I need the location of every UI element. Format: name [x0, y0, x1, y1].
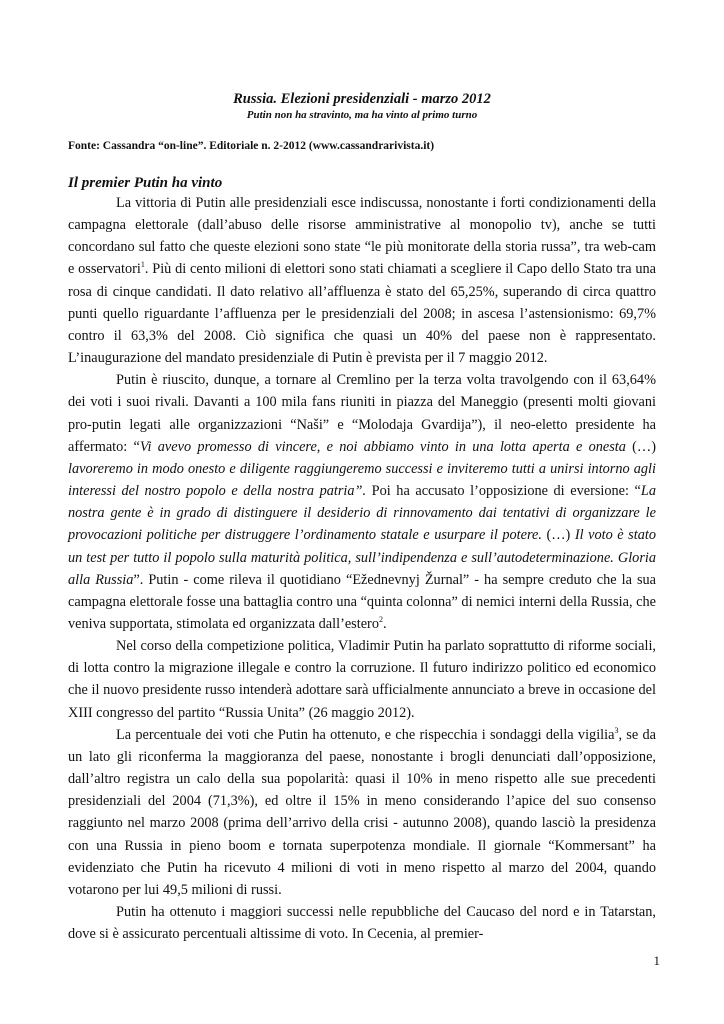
- paragraph-text: .: [382, 615, 387, 632]
- paragraph-text: Putin ha ottenuto i maggiori successi nelle repubbliche del Caucaso del nord e in Tatarstan, dove si è assicurato percentuali altissime di voto. In Cecenia, al premier-: [68, 904, 656, 943]
- document-title: Russia. Elezioni presidenziali - marzo 2012: [233, 91, 491, 107]
- paragraph-text: La vittoria di Putin alle presidenziali esce indiscussa, nonostante i forti condizionamenti della campagna elettorale (dall’abuso delle risorse amministrative al monopolio tv), anche se tutti concordano sul fatto che queste elezioni sono state “le più monitorate della storia russa”, tra web-cam e osservatori: [68, 195, 656, 278]
- footnote-ref-2: 2: [378, 615, 383, 625]
- paragraph-text: (…): [625, 438, 656, 455]
- footnote-ref-1: 1: [140, 260, 145, 270]
- paragraph-text: ”. Putin - come rileva il quotidiano “Ežednevnyj Žurnal” - ha sempre creduto che la sua campagna elettorale fosse una battaglia contro una “quinta colonna” di nemici interni della Russia, che veniva supportata, stimolata ed organizzata dall’estero: [68, 571, 656, 632]
- document-subtitle: Putin non ha stravinto, ma ha vinto al primo turno: [246, 109, 478, 121]
- quote-text: Vi avevo promesso di vincere, e noi abbiamo vinto in una lotta aperta e onesta: [139, 438, 626, 455]
- paragraph-text: La percentuale dei voti che Putin ha ottenuto, e che rispecchia i sondaggi della vigilia: [116, 726, 615, 743]
- paragraph-text: Nel corso della competizione politica, Vladimir Putin ha parlato soprattutto di riforme sociali, di lotta contro la migrazione illegale e contro la corruzione. Il futuro indirizzo politico ed economico che il nuovo presidente russo intenderà adottare sarà ufficialmente annunciato a breve in occasione del XIII congresso del partito “Russia Unita” (26 maggio 2012).: [68, 638, 656, 721]
- paragraph-2: [68, 369, 656, 635]
- source-line: Fonte: Cassandra “on-line”. Editoriale n. 2-2012 (www.cassandrarivista.it): [68, 140, 435, 152]
- article-body: [68, 192, 656, 945]
- quote-text: Il voto è stato un test per tutto il popolo sulla maturità politica, sull’indipendenza e sull’autodeterminazione. Gloria alla Russia: [68, 527, 656, 588]
- footnote-ref-3: 3: [614, 725, 619, 735]
- paragraph-text: Putin è riuscito, dunque, a tornare al Cremlino per la terza volta travolgendo con il 63,64% dei voti i suoi rivali. Davanti a 100 mila fans riuniti in piazza del Maneggio (presenti molti giovani pro-putin legati alle organizzazioni “Naši” e “Molodaja Gvardija”), il neo-eletto presidente ha affermato: “: [68, 372, 656, 455]
- section-heading: Il premier Putin ha vinto: [68, 175, 223, 191]
- quote-text: La nostra gente è in grado di distinguere il desiderio di rinnovamento dai tentativi di organizzare le provocazioni politiche per distruggere l’ordinamento statale e usurpare il potere.: [68, 483, 657, 544]
- paragraph-text: . Più di cento milioni di elettori sono stati chiamati a scegliere il Capo dello Stato tra una rosa di cinque candidati. Il dato relativo all’affluenza è stato del 65,25%, superando di circa quattro punti quello riguardante l’affluenza per le presidenziali del 2008; in ascesa l’astensionismo: 69,7% contro il 63,3% del 2008. Ciò significa che quasi un 40% del paese non è rappresentato. L’inaugurazione del mandato presidenziale di Putin è prevista per il 7 maggio 2012.: [68, 261, 656, 367]
- paragraph-text: (…): [541, 527, 575, 544]
- paragraph-text: Poi ha accusato l’opposizione di eversione: “: [366, 483, 641, 500]
- paragraph-3: [68, 635, 656, 724]
- paragraph-5: [68, 901, 656, 945]
- paragraph-4: [68, 724, 656, 901]
- paragraph-text: , se da un lato gli riconferma la maggioranza del paese, nonostante i brogli denunciati dall’opposizione, dall’altro registra un calo della sua popolarità: quasi il 10% in meno rispetto alle sue precedenti presidenziali del 2004 (71,3%), ed oltre il 15% in meno considerando l’apice del suo consenso raggiunto nel marzo 2008 (prima dell’arrivo della crisi - autunno 2008), quando lasciò la presidenza con una Russia in pieno boom e tornata superpotenza mondiale. Il giornale “Kommersant” ha evidenziato che Putin ha ricevuto 4 milioni di voti in meno rispetto al marzo del 2004, quando votarono per lui 49,5 milioni di russi.: [68, 726, 656, 898]
- paragraph-1: [68, 192, 656, 369]
- quote-text: lavoreremo in modo onesto e diligente raggiungeremo successi e inviteremo tutti a unirsi intorno agli interessi del nostro popolo e della nostra patria”.: [68, 460, 656, 500]
- page-number: 1: [653, 953, 660, 968]
